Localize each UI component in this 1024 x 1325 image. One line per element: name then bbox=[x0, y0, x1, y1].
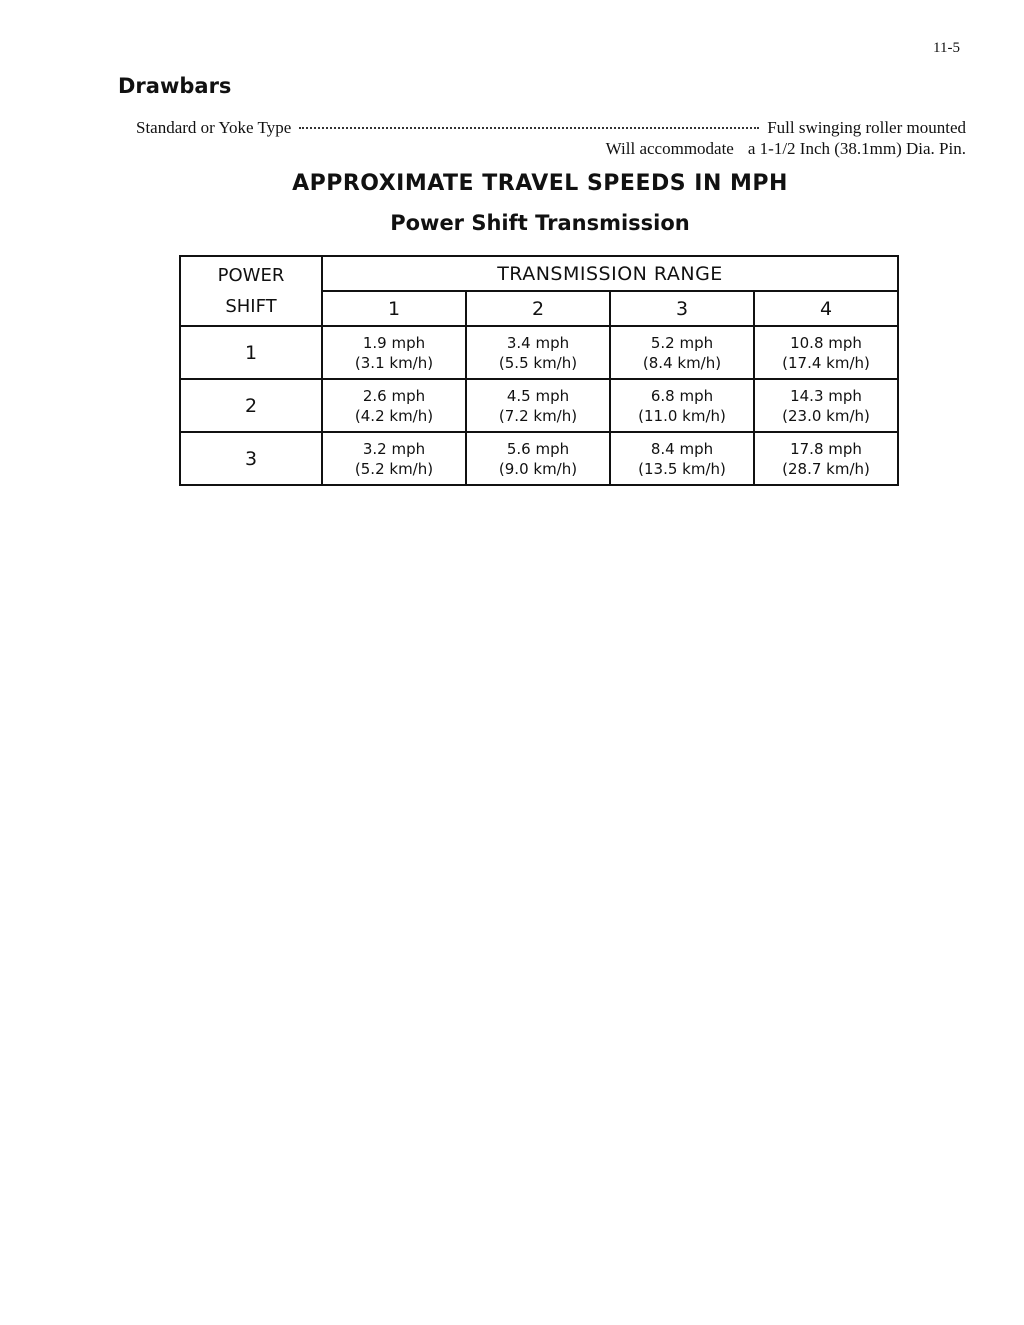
speed-cell bbox=[322, 432, 466, 485]
speed-cell bbox=[466, 432, 610, 485]
speed-mph: 10.8 mph bbox=[790, 333, 862, 352]
speed-cell bbox=[610, 379, 754, 432]
speed-kmh: (3.1 km/h) bbox=[354, 353, 434, 372]
table-row bbox=[180, 379, 898, 432]
speed-kmh: (5.2 km/h) bbox=[354, 459, 434, 478]
speed-kmh: (28.7 km/h) bbox=[782, 459, 870, 478]
transmission-range-header: TRANSMISSION RANGE bbox=[322, 256, 898, 291]
speed-kmh: (4.2 km/h) bbox=[354, 406, 434, 425]
speed-kmh: (23.0 km/h) bbox=[782, 406, 870, 425]
speed-cell bbox=[322, 326, 466, 379]
spec-sub-prefix: Will accommodate bbox=[605, 139, 734, 158]
spec-sub-text: a 1-1/2 Inch (38.1mm) Dia. Pin. bbox=[747, 139, 966, 158]
speed-mph: 14.3 mph bbox=[790, 386, 862, 405]
range-header-2: 2 bbox=[466, 291, 610, 326]
speed-kmh: (5.5 km/h) bbox=[498, 353, 578, 372]
speed-mph: 1.9 mph bbox=[362, 333, 426, 352]
speed-kmh: (13.5 km/h) bbox=[638, 459, 726, 478]
speed-cell bbox=[322, 379, 466, 432]
range-header-4: 4 bbox=[754, 291, 898, 326]
shift-label: SHIFT bbox=[225, 296, 277, 317]
power-label: POWER bbox=[217, 265, 285, 286]
travel-speed-table bbox=[179, 255, 899, 486]
speed-mph: 8.4 mph bbox=[650, 439, 714, 458]
shift-label-cell: 3 bbox=[180, 432, 322, 485]
table-title: APPROXIMATE TRAVEL SPEEDS IN MPH bbox=[292, 171, 788, 196]
dot-leader bbox=[299, 127, 759, 129]
spec-line bbox=[136, 118, 966, 138]
speed-kmh: (8.4 km/h) bbox=[642, 353, 722, 372]
speed-mph: 2.6 mph bbox=[362, 386, 426, 405]
speed-mph: 4.5 mph bbox=[506, 386, 570, 405]
speed-mph: 3.2 mph bbox=[362, 439, 426, 458]
speed-cell bbox=[610, 326, 754, 379]
shift-label-cell: 1 bbox=[180, 326, 322, 379]
speed-mph: 5.6 mph bbox=[506, 439, 570, 458]
speed-cell bbox=[754, 432, 898, 485]
speed-mph: 5.2 mph bbox=[650, 333, 714, 352]
table-row bbox=[180, 432, 898, 485]
spec-value: Full swinging roller mounted bbox=[767, 118, 966, 137]
spec-sub-line bbox=[606, 139, 966, 159]
speed-cell bbox=[466, 379, 610, 432]
speed-mph: 3.4 mph bbox=[506, 333, 570, 352]
table-row bbox=[180, 326, 898, 379]
table-header-row bbox=[180, 256, 898, 291]
speed-cell bbox=[466, 326, 610, 379]
speed-mph: 6.8 mph bbox=[650, 386, 714, 405]
speed-cell bbox=[754, 379, 898, 432]
speed-kmh: (7.2 km/h) bbox=[498, 406, 578, 425]
speed-kmh: (17.4 km/h) bbox=[782, 353, 870, 372]
power-shift-header bbox=[180, 256, 322, 326]
speed-mph: 17.8 mph bbox=[790, 439, 862, 458]
table-subtitle: Power Shift Transmission bbox=[390, 211, 690, 235]
range-header-1: 1 bbox=[322, 291, 466, 326]
speed-kmh: (11.0 km/h) bbox=[638, 406, 726, 425]
range-header-3: 3 bbox=[610, 291, 754, 326]
speed-cell bbox=[754, 326, 898, 379]
speed-kmh: (9.0 km/h) bbox=[498, 459, 578, 478]
shift-label-cell: 2 bbox=[180, 379, 322, 432]
speed-cell bbox=[610, 432, 754, 485]
page-number: 11-5 bbox=[933, 40, 960, 56]
section-heading: Drawbars bbox=[118, 74, 232, 98]
spec-label: Standard or Yoke Type bbox=[136, 118, 292, 137]
